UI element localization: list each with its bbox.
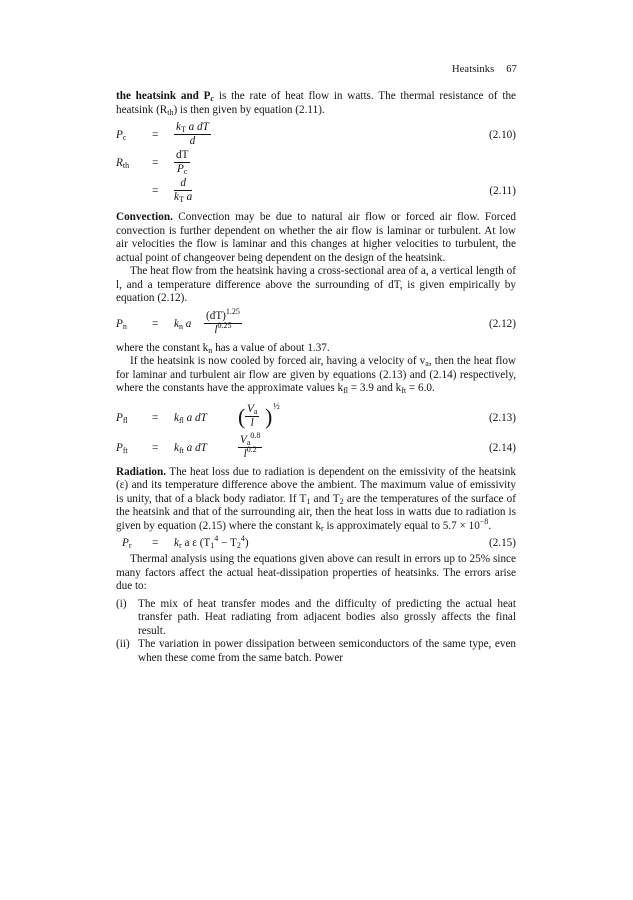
body-text: [116, 90, 516, 665]
thermal-analysis-paragraph: Thermal analysis using the equations given above can result in errors up to 25% since many factors affect the actual heat-dissipation properties of heatsinks. The errors arise due to:: [116, 553, 516, 592]
equation-2-14: $P_{ft}$ = $k_{ft}$ a dT $\frac{V_a^{0.8}}{l^{0.2}}$ (2.14): [116, 430, 516, 460]
list-item-text: The mix of heat transfer modes and the difficulty of predicting the actual heat transfer path. Heat radiating from adjacent bodies also grossly affects the final result.: [138, 597, 516, 637]
equation-number: (2.14): [488, 441, 516, 454]
equation-number: (2.11): [489, 185, 516, 197]
equation-2-11-second: = $\frac{d}{k_T a}$ (2.11): [152, 177, 516, 204]
equation-2-15: $P_r$ = $k_r$ a ε $(T_1^4 - T_2^4)$ (2.15): [122, 534, 516, 550]
convection-heading: Convection.: [116, 211, 173, 223]
convection-paragraph: Convection. Convection may be due to natural air flow or forced air flow. Forced convection is further dependent on whether the air flow is laminar or turbulent. At low air velocities the flow is laminar and this changes at higher velocities to turbulent, the actual point of changeover being dependent on the design of the heatsink.: [116, 211, 516, 264]
equation-2-13: $P_{fl}$ = $k_{fl}$ a dT ( $\frac{V_a}{l}$ ) ½ (2.13): [116, 400, 516, 429]
running-title: Heatsinks: [451, 64, 495, 75]
equation-2-11-first: $R_{th}$ = $\frac{dT}{P_c}$: [116, 149, 189, 176]
list-item: [116, 638, 516, 665]
page-number: 67: [506, 64, 517, 75]
list-item: [116, 598, 516, 639]
equation-number: (2.13): [488, 411, 516, 424]
equation-number: (2.12): [488, 317, 516, 330]
radiation-paragraph: Radiation. The heat loss due to radiation is dependent on the emissivity of the heatsink (ε) and its temperature difference above the ambient. The maximum value of emissivity is unity, that of a black body radiator. If $T_1$ and $T_2$ are the temperatures of the surface of the heatsink and that of the surrounding air, then the heat loss in watts due to radiation is given by equation (2.15) where the constant $k_r$ is approximately equal to $5.7 \times 10^{-8}$.: [116, 465, 516, 533]
equation-number: (2.10): [488, 129, 516, 141]
running-header: [452, 64, 517, 75]
equation-2-10: $P_c$ = $\frac{k_T a dT}{d}$ (2.10): [116, 121, 516, 147]
radiation-heading: Radiation.: [116, 465, 167, 478]
forced-air-paragraph: If the heatsink is now cooled by forced air, having a velocity of $v_a$, then the heat flow for laminar and turbulent air flow are given by equations (2.13) and (2.14) respectively, where the constants have the approximate values $k_{fl} = 3.9$ and $k_{ft} = 6.0$.: [116, 355, 516, 395]
equation-2-12: $P_n$ = $k_n$ a $\frac{(dT)^{1.25}}{l^{0.25}}$ (2.12): [116, 306, 516, 336]
constant-paragraph: where the constant $k_n$ has a value of about 1.37.: [116, 341, 330, 355]
heat-flow-paragraph: The heat flow from the heatsink having a cross-sectional area of a, a vertical length of l, and a temperature difference above the surrounding of dT, is given empirically by equation (2.12).: [116, 265, 516, 304]
intro-paragraph: the heatsink and $P_c$ is the rate of heat flow in watts. The thermal resistance of the heatsink $(R_{th})$ is then given by equation (2.11).: [116, 90, 517, 117]
list-item-label: (i): [116, 597, 127, 610]
equation-number: (2.15): [488, 537, 516, 549]
list-item-label: (ii): [116, 638, 130, 650]
list-item-text: The variation in power dissipation between semiconductors of the same type, even when these come from the same batch. Power: [138, 638, 516, 664]
